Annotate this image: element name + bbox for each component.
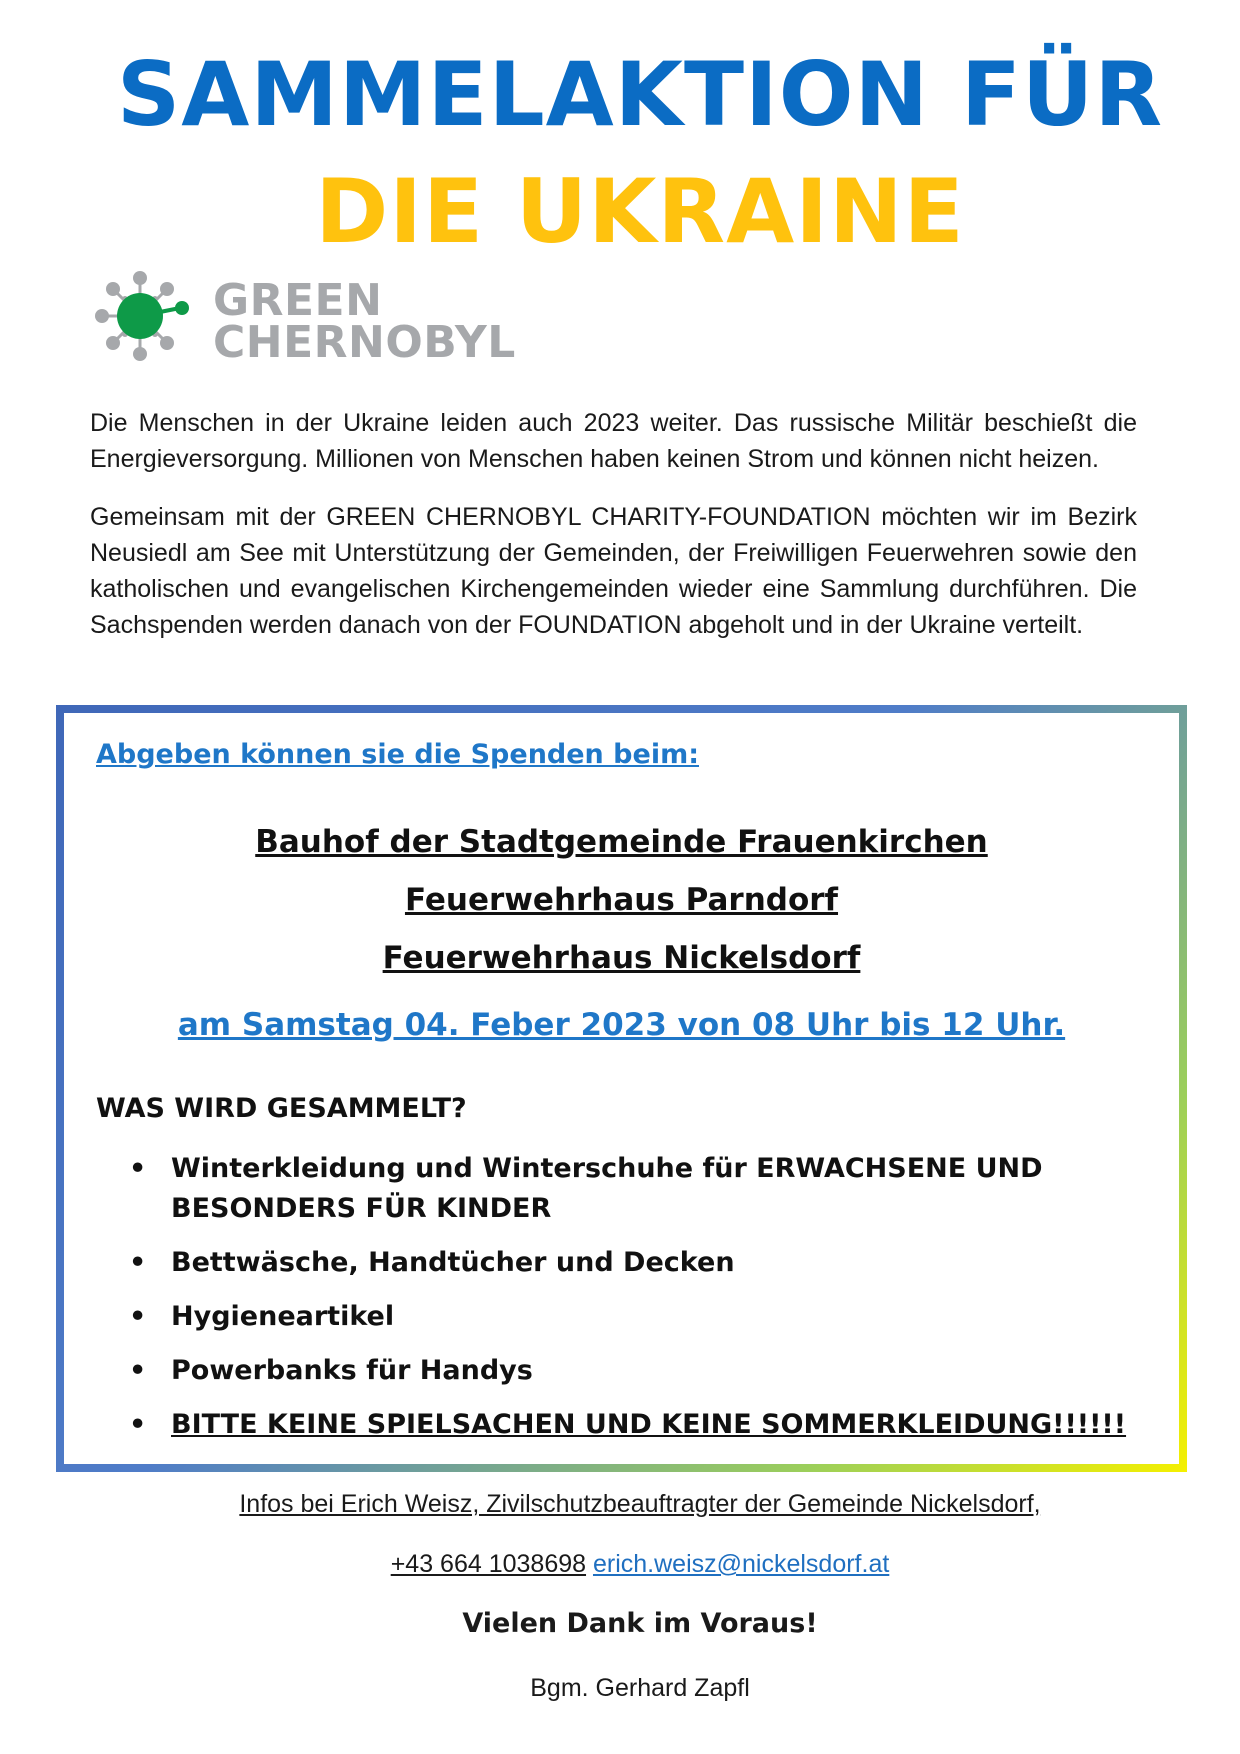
- bullet-icon: •: [129, 1153, 147, 1184]
- title-line-1: SAMMELAKTION FÜR: [116, 43, 1164, 146]
- thanks-line: Vielen Dank im Voraus!: [462, 1608, 818, 1639]
- email-link[interactable]: erich.weisz@nickelsdorf.at: [592, 1550, 890, 1578]
- bullet-icon: •: [129, 1409, 147, 1440]
- item-text: Hygieneartikel: [171, 1301, 395, 1332]
- contact-details: [0, 1550, 1240, 1579]
- donation-info-box: [56, 705, 1187, 1472]
- collection-date: am Samstag 04. Feber 2023 von 08 Uhr bis 12 Uhr.: [177, 1007, 1066, 1043]
- virus-sun-logo-icon: [92, 268, 202, 378]
- bullet-icon: •: [129, 1247, 147, 1278]
- location-item: Feuerwehrhaus Nickelsdorf: [382, 940, 861, 976]
- contact-info-line: Infos bei Erich Weisz, Zivilschutzbeauftragter der Gemeinde Nickelsdorf,: [239, 1490, 1041, 1518]
- phone-number[interactable]: +43 664 1038698: [390, 1550, 587, 1578]
- collected-items-list: [129, 1149, 1129, 1459]
- list-item: [129, 1243, 1129, 1283]
- item-text: Powerbanks für Handys: [171, 1355, 533, 1386]
- logo-word-chernobyl: CHERNOBYL: [213, 317, 516, 368]
- logo-word-green: GREEN: [213, 275, 383, 326]
- item-text: Winterkleidung und Winterschuhe für ERWACHSENE UND BESONDERS FÜR KINDER: [171, 1153, 1043, 1224]
- intro-paragraph-1: Die Menschen in der Ukraine leiden auch 2023 weiter. Das russische Militär beschießt die Energieversorgung. Millionen von Menschen haben keinen Strom und können nicht heizen.: [90, 409, 1137, 473]
- intro-paragraph-2: Gemeinsam mit der GREEN CHERNOBYL CHARITY-FOUNDATION möchten wir im Bezirk Neusiedl am See mit Unterstützung der Gemeinden, der Freiwilligen Feuerwehren sowie den katholischen und evangelischen Kirchengemeinden wieder eine Sammlung durchführen. Die Sachspenden werden danach von der FOUNDATION abgeholt und in der Ukraine verteilt.: [90, 503, 1137, 639]
- item-text: BITTE KEINE SPIELSACHEN UND KEINE SOMMERKLEIDUNG!!!!!!: [171, 1409, 1127, 1440]
- list-item-warning: [129, 1405, 1129, 1445]
- signature-line: Bgm. Gerhard Zapfl: [530, 1674, 750, 1702]
- collected-items-heading: WAS WIRD GESAMMELT?: [96, 1093, 467, 1124]
- item-text: Bettwäsche, Handtücher und Decken: [171, 1247, 735, 1278]
- list-item: [129, 1297, 1129, 1337]
- title-line-2: DIE UKRAINE: [315, 160, 965, 263]
- drop-off-heading: Abgeben können sie die Spenden beim:: [96, 739, 700, 770]
- drop-off-locations: [64, 813, 1179, 987]
- location-item: Bauhof der Stadtgemeinde Frauenkirchen: [255, 824, 988, 860]
- list-item: [129, 1351, 1129, 1391]
- bullet-icon: •: [129, 1301, 147, 1332]
- list-item: [129, 1149, 1129, 1229]
- bullet-icon: •: [129, 1355, 147, 1386]
- location-item: Feuerwehrhaus Parndorf: [404, 882, 839, 918]
- green-chernobyl-logo: [92, 268, 532, 378]
